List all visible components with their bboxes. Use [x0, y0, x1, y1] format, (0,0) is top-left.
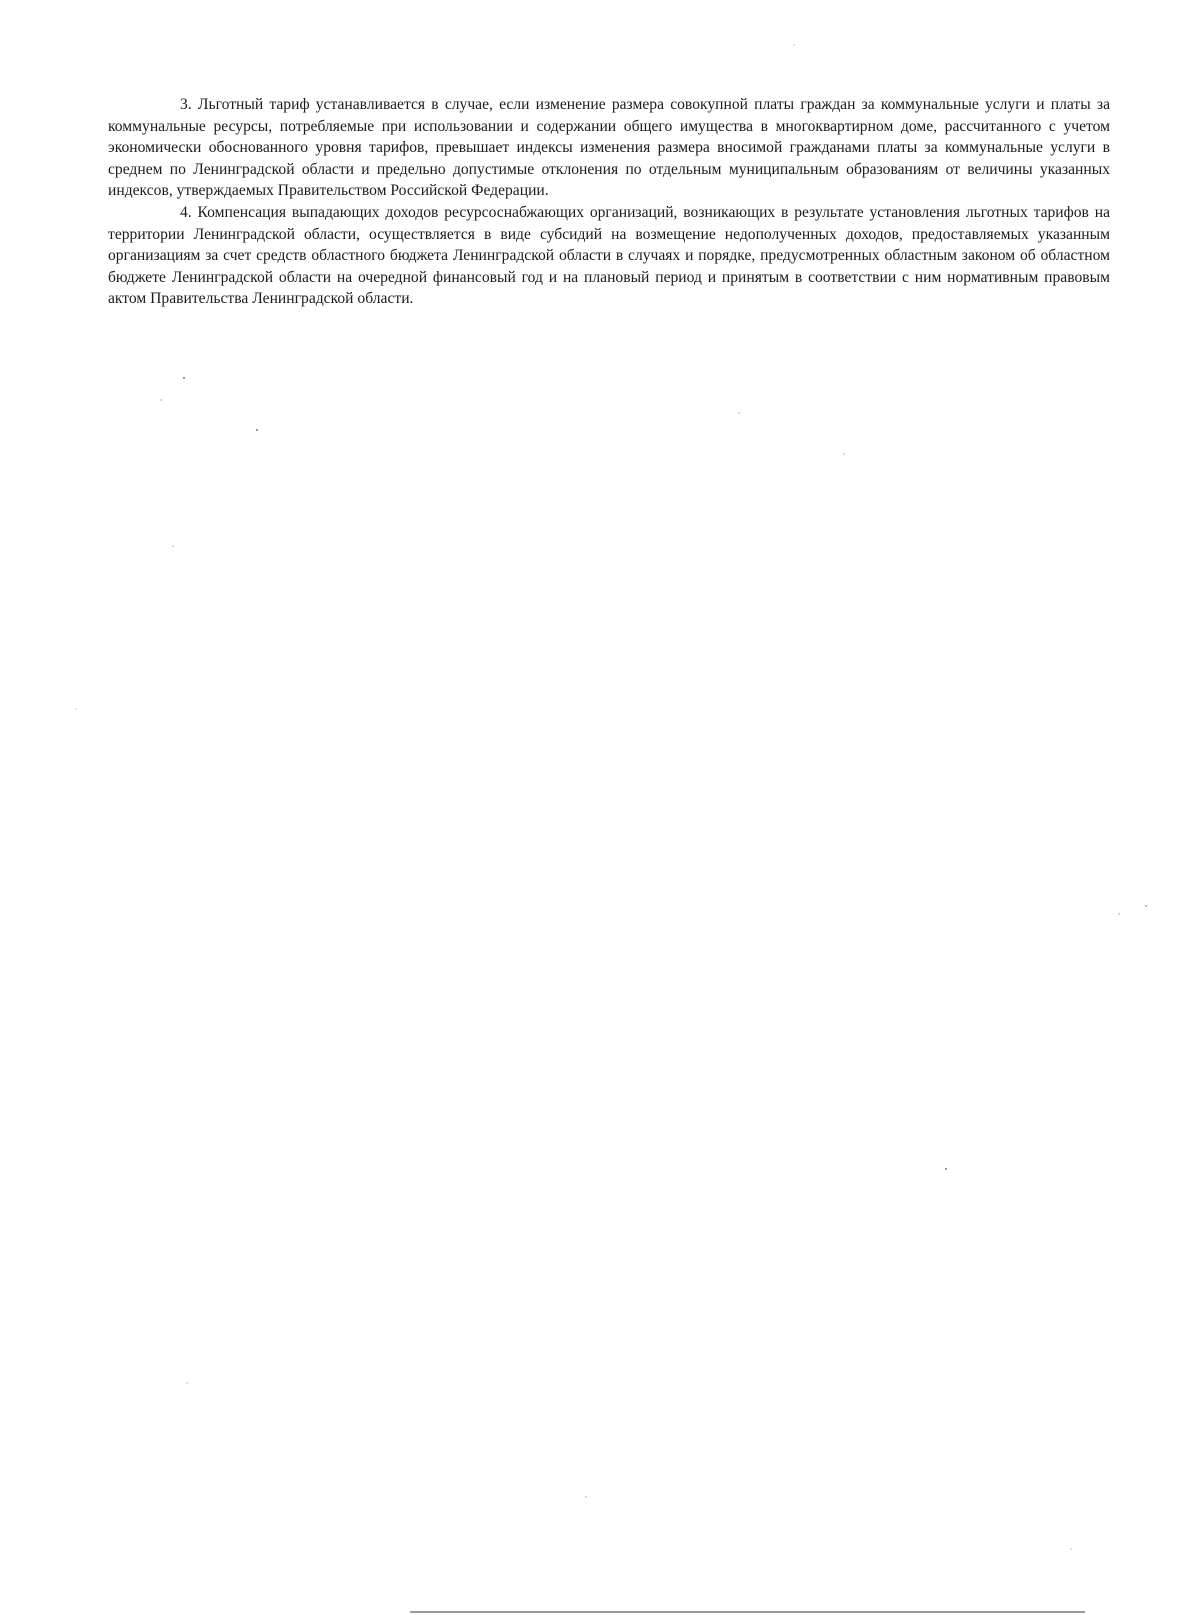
- scan-edge-line: [410, 1611, 1085, 1613]
- scan-speck: [585, 1496, 587, 1498]
- document-body: [108, 94, 1110, 310]
- scan-speck: [186, 1382, 188, 1384]
- scan-speck: [75, 708, 77, 710]
- scan-speck: [843, 453, 845, 455]
- scan-speck: [1118, 913, 1120, 915]
- scan-speck: [793, 44, 795, 46]
- scan-speck: [738, 412, 740, 414]
- scan-speck: [183, 377, 185, 379]
- scan-speck: [256, 429, 258, 431]
- paragraph-3: 3. Льготный тариф устанавливается в случае, если изменение размера совокупной платы граждан за коммунальные услуги и платы за коммунальные ресурсы, потребляемые при использовании и содержании общего имущества в многоквартирном доме, рассчитанного с учетом экономически обоснованного уровня тарифов, превышает индексы изменения размера вносимой гражданами платы за коммунальные услуги в среднем по Ленинградской области и предельно допустимые отклонения по отдельным муниципальным образованиям от величины указанных индексов, утверждаемых Правительством Российской Федерации.: [108, 96, 1110, 200]
- scan-speck: [945, 1168, 947, 1170]
- scan-speck: [1145, 905, 1147, 907]
- scan-speck: [160, 399, 162, 401]
- scan-speck: [1070, 1548, 1072, 1550]
- paragraph-4: 4. Компенсация выпадающих доходов ресурсоснабжающих организаций, возникающих в результате установления льготных тарифов на территории Ленинградской области, осуществляется в виде субсидий на возмещение недополученных доходов, предоставляемых указанным организациям за счет средств областного бюджета Ленинградской области в случаях и порядке, предусмотренных областным законом об областном бюджете Ленинградской области на очередной финансовый год и на плановый период и принятым в соответствии с ним нормативным правовым актом Правительства Ленинградской области.: [108, 203, 1110, 308]
- scan-speck: [172, 545, 174, 547]
